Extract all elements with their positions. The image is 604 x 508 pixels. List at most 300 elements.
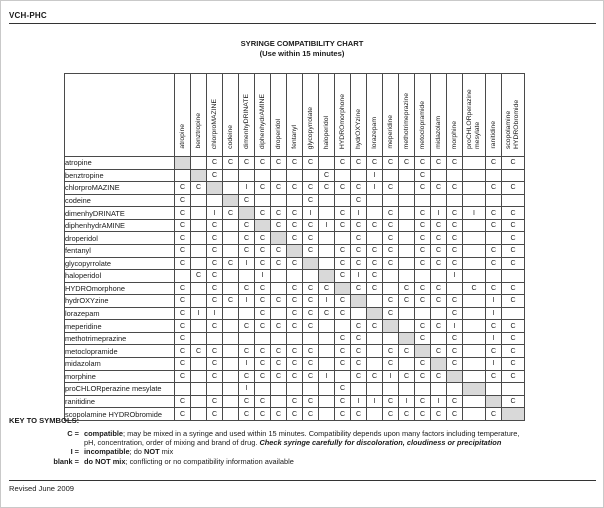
matrix-cell [319,257,335,270]
matrix-cell [223,320,239,333]
column-header-label: metoclopramide [418,100,426,149]
row-header: midazolam [65,358,175,371]
matrix-cell [223,169,239,182]
column-header-label: atropine [178,124,186,149]
matrix-cell [399,270,415,283]
matrix-cell [463,219,486,232]
matrix-cell: C [399,295,415,308]
matrix-cell [367,358,383,371]
matrix-cell: I [239,182,255,195]
matrix-cell [223,232,239,245]
matrix-cell-self [463,383,486,396]
matrix-cell: C [287,282,303,295]
matrix-cell: C [255,358,271,371]
matrix-cell [367,207,383,220]
column-header [431,74,447,157]
table-row [65,307,525,320]
matrix-cell-self [367,307,383,320]
matrix-cell [319,194,335,207]
matrix-cell [191,395,207,408]
column-header-label: benztropine [194,113,202,149]
column-header [383,74,399,157]
matrix-cell [399,182,415,195]
matrix-cell [191,194,207,207]
matrix-cell [207,332,223,345]
matrix-cell: C [191,182,207,195]
row-header: HYDROmorphone [65,282,175,295]
matrix-cell: C [447,395,463,408]
matrix-cell [463,370,486,383]
matrix-cell: C [431,157,447,170]
matrix-cell: C [486,345,502,358]
matrix-cell [383,383,399,396]
matrix-cell [319,345,335,358]
matrix-cell [175,169,191,182]
column-header [255,74,271,157]
matrix-cell: C [175,295,191,308]
matrix-cell [463,408,486,421]
matrix-cell [399,257,415,270]
row-header: methotrimeprazine [65,332,175,345]
matrix-cell [399,320,415,333]
matrix-cell: C [335,257,351,270]
matrix-cell [239,332,255,345]
matrix-cell-self [447,370,463,383]
matrix-cell-self [175,157,191,170]
matrix-cell [191,207,207,220]
matrix-cell: C [207,370,223,383]
matrix-cell [415,307,431,320]
matrix-cell [191,157,207,170]
matrix-cell: C [502,157,525,170]
matrix-cell [191,370,207,383]
column-header [415,74,431,157]
matrix-cell [463,332,486,345]
matrix-cell: I [431,395,447,408]
key-entry-text-part: ; may be mixed in a syringe and used within 15 minutes. Compatibility depends upon many factors including temperature, [123,429,520,438]
matrix-cell [399,244,415,257]
matrix-cell: C [415,395,431,408]
matrix-cell: C [367,370,383,383]
matrix-cell: C [383,345,399,358]
matrix-cell [447,383,463,396]
matrix-cell: C [239,345,255,358]
matrix-cell-self [303,257,319,270]
matrix-cell [502,194,525,207]
matrix-cell: I [207,307,223,320]
matrix-cell: C [207,295,223,308]
matrix-cell [319,244,335,257]
row-header: meperidine [65,320,175,333]
matrix-cell: C [431,232,447,245]
matrix-cell: C [486,207,502,220]
matrix-cell: I [303,207,319,220]
matrix-cell [319,358,335,371]
matrix-cell [447,194,463,207]
matrix-cell: C [319,282,335,295]
matrix-cell [486,194,502,207]
matrix-cell: C [175,307,191,320]
matrix-cell: C [239,282,255,295]
key-entry-symbol: blank = [53,456,79,466]
matrix-cell: C [287,257,303,270]
matrix-cell: C [255,307,271,320]
matrix-cell: C [335,182,351,195]
row-header: droperidol [65,232,175,245]
matrix-cell: C [383,219,399,232]
matrix-cell [271,270,287,283]
row-header: codeine [65,194,175,207]
matrix-cell [463,295,486,308]
matrix-cell: C [502,320,525,333]
matrix-cell: C [271,257,287,270]
matrix-cell [191,320,207,333]
row-header: morphine [65,370,175,383]
matrix-cell: I [191,307,207,320]
matrix-cell-self [351,295,367,308]
matrix-cell: C [207,358,223,371]
key-entry-text [84,447,601,456]
matrix-cell: I [239,257,255,270]
table-row [65,320,525,333]
column-header-label: hydrOXYzine [354,108,362,149]
matrix-cell: C [319,169,335,182]
matrix-cell-self [191,169,207,182]
matrix-cell: C [207,232,223,245]
column-header [287,74,303,157]
matrix-cell: C [303,370,319,383]
matrix-cell: C [351,408,367,421]
matrix-cell: C [319,182,335,195]
matrix-cell: C [502,219,525,232]
matrix-cell [463,395,486,408]
matrix-cell: C [415,169,431,182]
matrix-cell: C [255,295,271,308]
matrix-cell: C [502,282,525,295]
matrix-cell: I [351,207,367,220]
matrix-cell [431,383,447,396]
column-header-label: fentanyl [290,125,298,149]
matrix-cell: C [239,244,255,257]
matrix-cell: C [486,282,502,295]
matrix-cell: C [271,182,287,195]
matrix-cell [239,270,255,283]
matrix-cell: C [175,232,191,245]
matrix-cell: C [287,358,303,371]
matrix-cell: C [175,332,191,345]
matrix-cell: C [239,232,255,245]
matrix-cell [502,307,525,320]
matrix-cell: I [239,295,255,308]
column-header-label: haloperidol [322,115,330,149]
matrix-cell: C [255,345,271,358]
row-header: atropine [65,157,175,170]
matrix-cell [335,370,351,383]
table-row [65,332,525,345]
matrix-cell [463,320,486,333]
matrix-cell: C [239,370,255,383]
matrix-cell: C [351,219,367,232]
matrix-cell: C [335,345,351,358]
matrix-cell [463,345,486,358]
table-row [65,219,525,232]
column-header [367,74,383,157]
matrix-cell: C [255,182,271,195]
matrix-cell: I [319,370,335,383]
table-wrap [64,73,525,421]
matrix-cell [415,194,431,207]
matrix-cell [431,194,447,207]
matrix-cell: C [175,358,191,371]
org-label: VCH-PHC [9,11,47,20]
matrix-cell [431,169,447,182]
row-header: proCHLORperazine mesylate [65,383,175,396]
matrix-cell: C [383,257,399,270]
matrix-cell [255,383,271,396]
matrix-cell [191,257,207,270]
matrix-cell: C [447,332,463,345]
matrix-cell: C [255,244,271,257]
matrix-cell: C [287,320,303,333]
matrix-cell: C [447,257,463,270]
key-heading: KEY TO SYMBOLS: [9,416,80,425]
column-header-label: dimenhyDRINATE [242,93,250,149]
row-header: scopolamine HYDRObromide [65,408,175,421]
key-entry-text-part: incompatible [84,447,130,457]
matrix-cell [383,270,399,283]
matrix-cell: I [207,207,223,220]
matrix-cell: C [447,182,463,195]
row-header: haloperidol [65,270,175,283]
matrix-cell [383,332,399,345]
key-entry-symbol: I = [70,447,79,457]
matrix-cell: C [175,395,191,408]
matrix-cell-self [431,358,447,371]
matrix-cell [399,194,415,207]
key-entry-text-part: ; do [129,447,144,457]
column-header-label: lorazepam [370,117,378,149]
matrix-cell: C [502,207,525,220]
column-header-label: glycopyrrolate [306,106,314,149]
key-entry-text-part: Check syringe carefully for discoloration, cloudiness or precipitation [259,438,502,448]
matrix-cell [191,295,207,308]
matrix-cell: C [351,332,367,345]
matrix-cell [207,194,223,207]
matrix-cell: C [207,244,223,257]
matrix-cell: I [367,169,383,182]
column-header-label: codeine [226,125,234,149]
matrix-cell: C [447,345,463,358]
matrix-cell: C [431,370,447,383]
matrix-cell: C [447,244,463,257]
matrix-cell [399,219,415,232]
matrix-cell: C [431,244,447,257]
matrix-cell: C [255,232,271,245]
matrix-cell: C [303,320,319,333]
matrix-cell: C [255,408,271,421]
table-row [65,169,525,182]
matrix-cell: C [415,408,431,421]
matrix-cell: C [303,282,319,295]
matrix-cell [415,383,431,396]
key-entry-text [84,429,601,438]
matrix-cell: C [399,370,415,383]
matrix-cell: C [271,358,287,371]
matrix-cell [303,383,319,396]
matrix-cell [399,232,415,245]
row-header: fentanyl [65,244,175,257]
matrix-cell: C [303,295,319,308]
matrix-cell: C [502,332,525,345]
matrix-cell: C [383,232,399,245]
matrix-cell [335,194,351,207]
matrix-cell: C [502,257,525,270]
matrix-cell: C [335,295,351,308]
matrix-cell [367,232,383,245]
matrix-cell: I [431,207,447,220]
matrix-cell [271,383,287,396]
matrix-cell [223,219,239,232]
row-header: ranitidine [65,395,175,408]
table-row [65,358,525,371]
matrix-cell: C [351,320,367,333]
matrix-cell: C [447,207,463,220]
matrix-cell [271,395,287,408]
matrix-cell: C [447,157,463,170]
matrix-cell [399,169,415,182]
matrix-cell [399,207,415,220]
key-entry-text-part: NOT [143,447,160,457]
matrix-cell: C [502,358,525,371]
matrix-cell: C [175,345,191,358]
column-header [303,74,319,157]
matrix-cell [502,270,525,283]
column-header-label: morphine [450,120,458,149]
column-header [463,74,486,157]
matrix-cell-self [502,408,525,421]
matrix-cell: C [191,345,207,358]
matrix-cell: C [431,219,447,232]
matrix-cell [223,244,239,257]
matrix-cell [223,182,239,195]
matrix-cell: C [367,320,383,333]
matrix-cell: C [287,219,303,232]
matrix-cell: C [271,408,287,421]
column-header [319,74,335,157]
title-block [1,39,603,58]
matrix-cell [191,408,207,421]
column-header-label: droperidol [274,118,282,149]
matrix-cell: C [447,219,463,232]
matrix-cell [303,169,319,182]
matrix-cell: C [415,282,431,295]
matrix-cell: C [335,383,351,396]
matrix-cell [223,270,239,283]
matrix-cell: C [367,244,383,257]
matrix-cell [271,332,287,345]
matrix-cell: C [271,320,287,333]
matrix-cell: C [486,320,502,333]
matrix-cell: C [486,157,502,170]
matrix-cell: C [415,182,431,195]
matrix-cell: C [351,370,367,383]
row-header: glycopyrrolate [65,257,175,270]
matrix-cell: C [447,295,463,308]
matrix-cell: C [486,244,502,257]
matrix-cell: C [367,257,383,270]
matrix-cell: C [271,219,287,232]
column-header-label: diphenhydrAMINE [258,93,266,149]
matrix-cell [223,408,239,421]
matrix-cell: C [175,320,191,333]
matrix-cell [463,257,486,270]
matrix-cell [287,169,303,182]
matrix-cell [447,282,463,295]
matrix-cell [287,383,303,396]
matrix-cell: C [287,232,303,245]
matrix-cell: C [351,257,367,270]
matrix-cell [271,307,287,320]
matrix-cell: C [415,157,431,170]
matrix-cell [287,194,303,207]
matrix-cell: C [415,207,431,220]
matrix-cell: C [287,307,303,320]
column-header [239,74,255,157]
column-header [207,74,223,157]
matrix-cell: C [303,157,319,170]
matrix-cell: C [207,345,223,358]
matrix-cell: C [351,282,367,295]
matrix-cell [367,383,383,396]
matrix-cell: C [486,370,502,383]
revised-date: Revised June 2009 [9,484,75,493]
matrix-cell: C [239,194,255,207]
matrix-cell: C [239,219,255,232]
matrix-cell [191,383,207,396]
column-header [351,74,367,157]
matrix-cell: C [303,232,319,245]
matrix-cell [319,320,335,333]
column-header [486,74,502,157]
matrix-cell: C [175,194,191,207]
matrix-cell: C [303,182,319,195]
matrix-cell: C [351,232,367,245]
matrix-cell [319,395,335,408]
matrix-cell: I [319,295,335,308]
matrix-cell: C [207,320,223,333]
matrix-cell: C [383,358,399,371]
matrix-cell: I [367,395,383,408]
key-entry [1,438,601,447]
key-entry-text-part: do NOT mix [84,456,126,466]
matrix-cell: C [486,182,502,195]
matrix-cell [399,307,415,320]
matrix-cell: I [383,370,399,383]
matrix-cell [175,383,191,396]
table-row [65,182,525,195]
matrix-cell [415,270,431,283]
key-entry [1,457,601,466]
matrix-cell [399,383,415,396]
matrix-cell [335,320,351,333]
matrix-cell: C [255,282,271,295]
key-entry-text-part: compatible [84,429,124,438]
matrix-cell: C [367,282,383,295]
matrix-cell [335,169,351,182]
matrix-cell: C [255,320,271,333]
matrix-cell: I [367,182,383,195]
matrix-cell: C [207,169,223,182]
